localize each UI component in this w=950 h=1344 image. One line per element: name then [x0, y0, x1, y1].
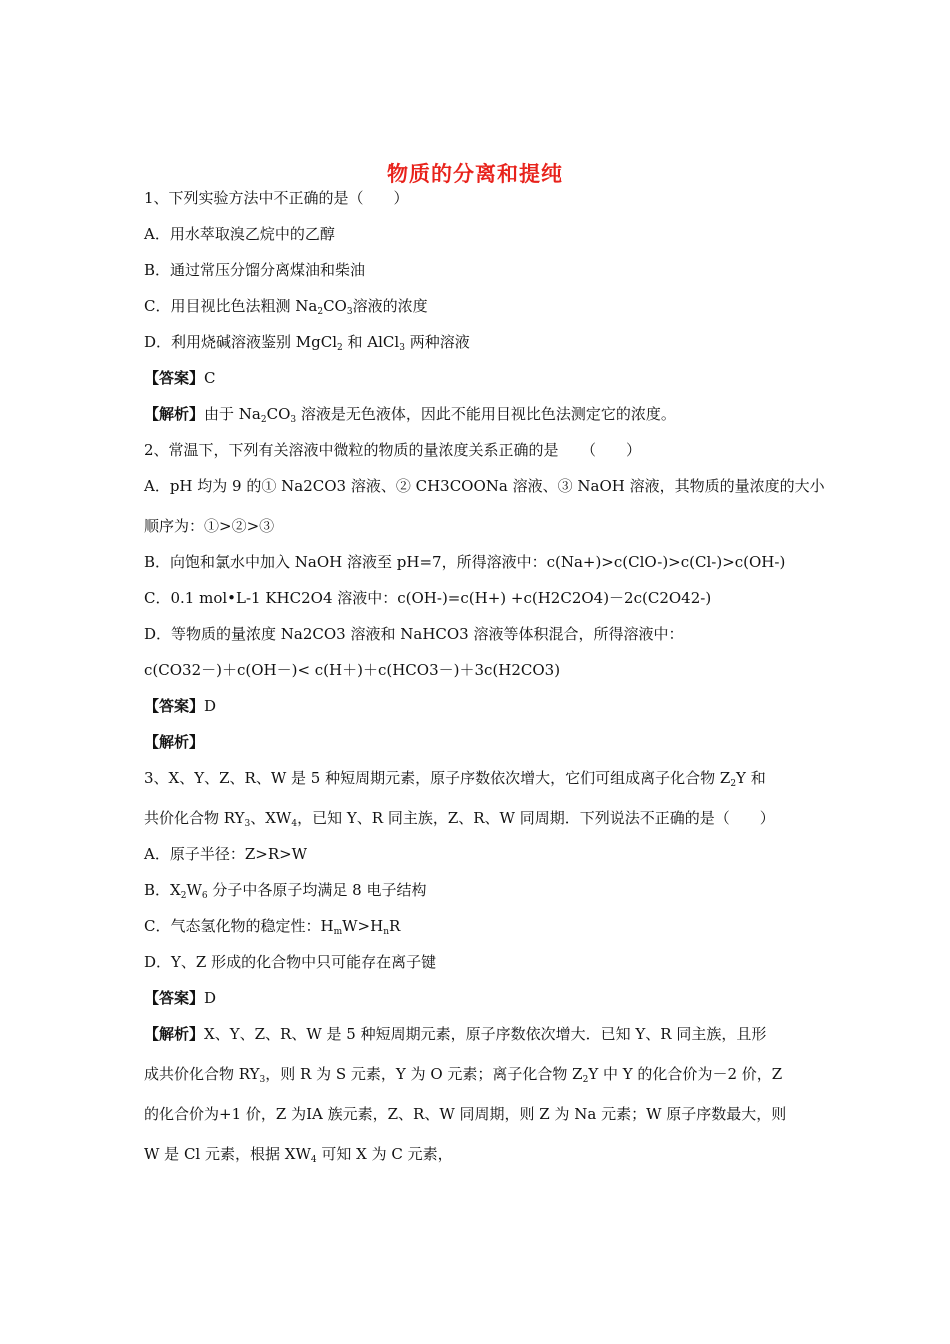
question-1-option-a: A．用水萃取溴乙烷中的乙醇	[144, 225, 335, 243]
question-2-option-c: C．0.1 mol•L-1 KHC2O4 溶液中：c(OH-)=c(H+) +c(H2C2O4)－2c(C2O42-)	[144, 589, 712, 607]
question-2-option-d-cont: c(CO32－)＋c(OH－)< c(H＋)＋c(HCO3－)＋3c(H2CO3)	[144, 661, 561, 679]
question-3-option-b: B．$X_2W_6$ 分子中各原子均满足 8 电子结构	[144, 881, 427, 901]
question-3-analysis-line-3: 的化合价为+1 价，Z 为ⅠA 族元素，Z、R、W 同周期，则 Z 为 Na 元素；W 原子序数最大，则	[144, 1105, 787, 1123]
question-3-stem-cont: 共价化合物 $RY_3$、$XW_4$，已知 Y、R 同主族，Z、R、W 同周期．下列说法不正确的是（ ）	[144, 809, 775, 829]
question-1-option-d: D．利用烧碱溶液鉴别 MgCl$_2$ 和 AlCl$_3$ 两种溶液	[144, 333, 470, 353]
question-3-analysis: 【解析】X、Y、Z、R、W 是 5 种短周期元素，原子序数依次增大．已知 Y、R 同主族，且形	[144, 1025, 767, 1043]
question-3-analysis-line-4: W 是 Cl 元素，根据 $XW_4$ 可知 X 为 C 元素，	[144, 1145, 453, 1165]
document-title: 物质的分离和提纯	[387, 162, 563, 186]
question-1-answer: 【答案】C	[144, 369, 216, 387]
question-2-option-a: A．pH 均为 9 的① Na2CO3 溶液、② CH3COONa 溶液、③ NaOH 溶液，其物质的量浓度的大小	[144, 477, 825, 495]
question-1-analysis: 【解析】由于 $Na_2CO_3$ 溶液是无色液体，因此不能用目视比色法测定它的浓度。	[144, 405, 676, 425]
question-3-option-d: D．Y、Z 形成的化合物中只可能存在离子键	[144, 953, 437, 971]
question-3-analysis-line-2: 成共价化合物 $RY_3$，则 R 为 S 元素，Y 为 O 元素；离子化合物 $Z_2Y$ 中 Y 的化合价为－2 价，Z	[144, 1065, 783, 1085]
question-2-option-a-cont: 顺序为：①>②>③	[144, 517, 275, 535]
question-2-analysis: 【解析】	[144, 733, 205, 751]
question-2-stem: 2、常温下，下列有关溶液中微粒的物质的量浓度关系正确的是 （ ）	[144, 441, 642, 459]
question-1-option-c: C．用目视比色法粗测 $Na_2CO_3$溶液的浓度	[144, 297, 428, 317]
question-2-option-b: B．向饱和氯水中加入 NaOH 溶液至 pH=7，所得溶液中：c(Na+)>c(ClO-)>c(Cl-)>c(OH-)	[144, 553, 786, 571]
question-2-option-d: D．等物质的量浓度 Na2CO3 溶液和 NaHCO3 溶液等体积混合，所得溶液中：	[144, 625, 684, 643]
question-1-stem: 1、下列实验方法中不正确的是（ ）	[144, 189, 409, 207]
question-3-option-c: C．气态氢化物的稳定性：$H_mW>H_nR$	[144, 917, 401, 937]
question-2-answer: 【答案】D	[144, 697, 217, 715]
question-3-stem: 3、X、Y、Z、R、W 是 5 种短周期元素，原子序数依次增大，它们可组成离子化合物 $Z_2Y$ 和	[144, 769, 766, 789]
question-1-option-b: B．通过常压分馏分离煤油和柴油	[144, 261, 366, 279]
question-3-option-a: A．原子半径：Z>R>W	[144, 845, 308, 863]
question-3-answer: 【答案】D	[144, 989, 217, 1007]
